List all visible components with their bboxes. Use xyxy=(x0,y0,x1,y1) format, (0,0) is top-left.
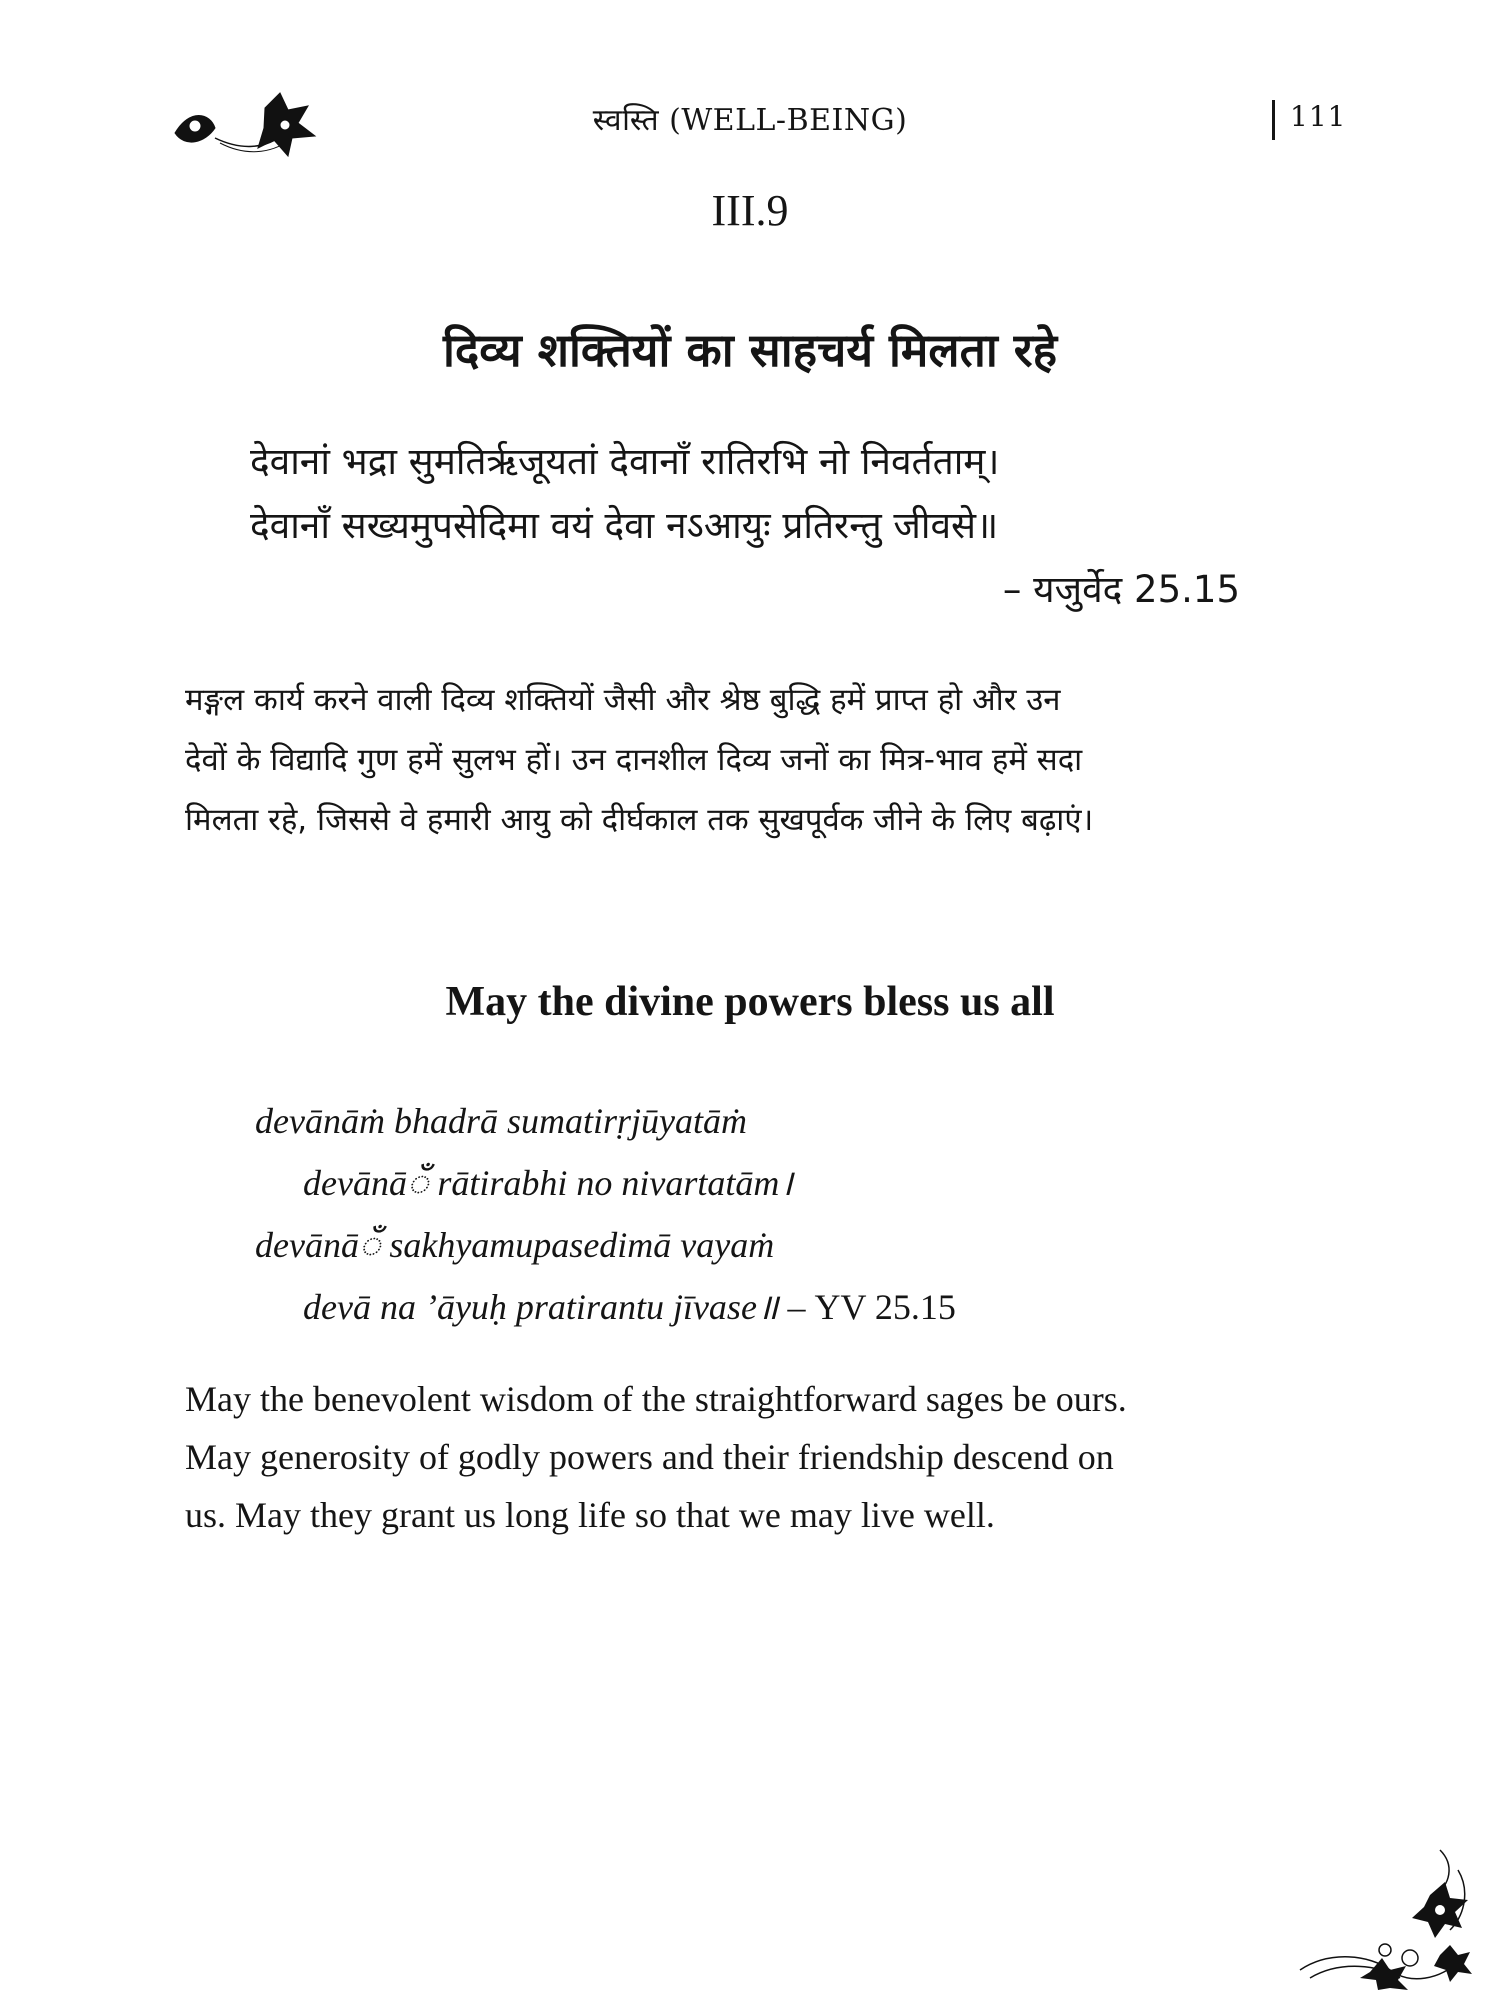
english-translation-line: May generosity of godly powers and their friendship descend on xyxy=(185,1437,1114,1477)
hindi-title: दिव्य शक्तियों का साहचर्य मिलता रहे xyxy=(442,323,1058,377)
english-translation-line: us. May they grant us long life so that we may live well. xyxy=(185,1495,995,1535)
english-translation-line: May the benevolent wisdom of the straightforward sages be ours. xyxy=(185,1379,1127,1419)
transliteration-line: devā na ’āyuḥ pratirantu jīvase॥ xyxy=(303,1287,779,1327)
hindi-translation-line: मिलता रहे, जिससे वे हमारी आयु को दीर्घकाल तक सुखपूर्वक जीने के लिए बढ़ाएं। xyxy=(185,802,1094,838)
transliterated-verse xyxy=(255,1090,1255,1338)
transliteration-line: devānāॅं rātirabhi no nivartatām। xyxy=(303,1163,794,1203)
header-divider xyxy=(1272,100,1275,140)
english-title: May the divine powers bless us all xyxy=(445,979,1055,1025)
transliteration-source: – YV 25.15 xyxy=(778,1287,956,1327)
floral-corner-ornament-icon xyxy=(1290,1840,1480,1990)
transliteration-line: devānāॅं sakhyamupasedimā vayaṁ xyxy=(255,1225,775,1265)
page-number: 111 xyxy=(1290,100,1347,133)
hindi-translation xyxy=(185,670,1345,850)
transliteration-line-with-source xyxy=(255,1276,1255,1338)
hindi-translation-line: देवों के विद्यादि गुण हमें सुलभ हों। उन दानशील दिव्य जनों का मित्र-भाव हमें सदा xyxy=(185,742,1083,778)
sanskrit-verse xyxy=(250,430,1250,622)
hindi-translation-line: मङ्गल कार्य करने वाली दिव्य शक्तियों जैसी और श्रेष्ठ बुद्धि हमें प्राप्त हो और उन xyxy=(185,682,1061,718)
section-number: III.9 xyxy=(711,186,789,235)
sanskrit-verse-source: – यजुर्वेद 25.15 xyxy=(1002,568,1240,611)
transliteration-line: devānāṁ bhadrā sumatirṛjūyatāṁ xyxy=(255,1101,747,1141)
sanskrit-verse-line: देवानां भद्रा सुमतिर्ऋजूयतां देवानाॅं रातिरभि नो निवर्तताम्। xyxy=(250,440,1000,483)
sanskrit-verse-line: देवानाॅं सख्यमुपसेदिमा वयं देवा नऽआयुः प्रतिरन्तु जीवसे॥ xyxy=(250,504,999,547)
running-header-title: स्वस्ति (WELL-BEING) xyxy=(592,103,908,138)
english-translation xyxy=(185,1370,1345,1544)
